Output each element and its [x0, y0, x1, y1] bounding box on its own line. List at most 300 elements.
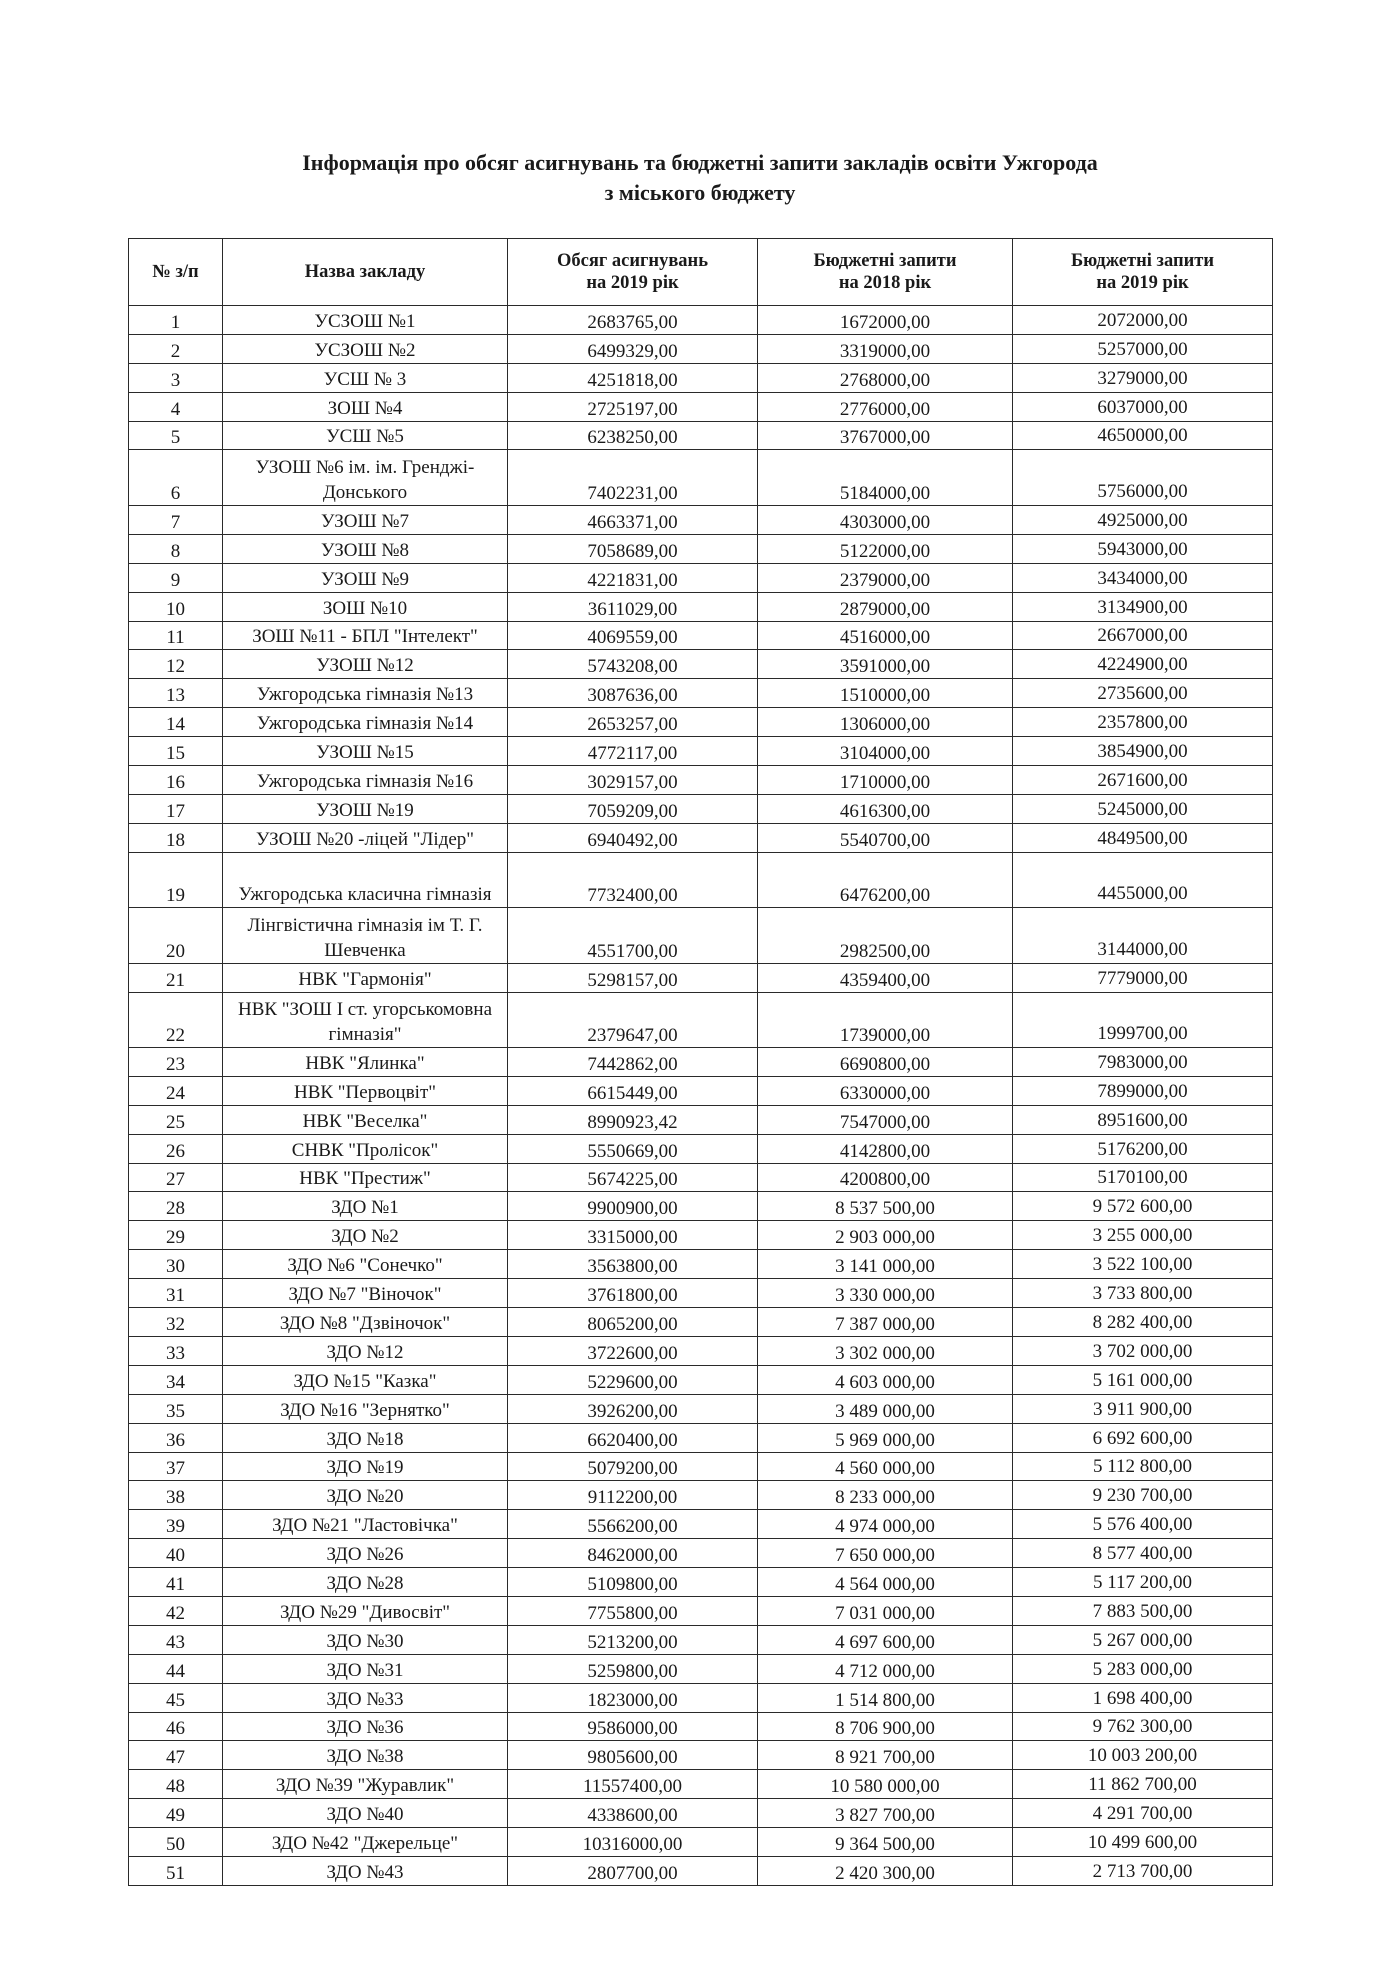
cell-institution-name: Ужгородська гімназія №13: [223, 679, 508, 708]
cell-number: 26: [129, 1134, 223, 1163]
header-alloc-2019: [508, 239, 758, 306]
cell-request-2019: 4224900,00: [1013, 650, 1273, 679]
cell-allocation-2019: 3087636,00: [508, 679, 758, 708]
cell-request-2019: 2735600,00: [1013, 679, 1273, 708]
cell-institution-name: НВК "Гармонія": [223, 963, 508, 992]
cell-allocation-2019: 7402231,00: [508, 450, 758, 506]
cell-allocation-2019: 6940492,00: [508, 823, 758, 852]
cell-allocation-2019: 8065200,00: [508, 1308, 758, 1337]
cell-institution-name: ЗДО №6 "Сонечко": [223, 1250, 508, 1279]
cell-institution-name: ЗДО №16 "Зернятко": [223, 1394, 508, 1423]
cell-request-2019: 4 291 700,00: [1013, 1799, 1273, 1828]
cell-allocation-2019: 8990923,42: [508, 1105, 758, 1134]
cell-institution-name: УСЗОШ №1: [223, 306, 508, 335]
cell-institution-name: УСШ №5: [223, 421, 508, 450]
cell-allocation-2019: 3926200,00: [508, 1394, 758, 1423]
table-row: [129, 1105, 1273, 1134]
title-line-1: Інформація про обсяг асигнувань та бюджетні запити закладів освіти Ужгорода: [302, 150, 1098, 175]
table-row: [129, 1221, 1273, 1250]
cell-institution-name: ЗДО №29 "Дивосвіт": [223, 1596, 508, 1625]
cell-number: 44: [129, 1654, 223, 1683]
cell-institution-name: ЗОШ №4: [223, 392, 508, 421]
table-row: [129, 1828, 1273, 1857]
cell-number: 43: [129, 1625, 223, 1654]
cell-institution-name: НВК "Первоцвіт": [223, 1076, 508, 1105]
cell-request-2019: 2072000,00: [1013, 306, 1273, 335]
cell-request-2019: 3 733 800,00: [1013, 1279, 1273, 1308]
cell-allocation-2019: 4251818,00: [508, 363, 758, 392]
cell-request-2019: 8 282 400,00: [1013, 1308, 1273, 1337]
cell-request-2019: 6037000,00: [1013, 392, 1273, 421]
cell-request-2018: 2879000,00: [758, 592, 1013, 621]
table-row: [129, 852, 1273, 908]
cell-number: 20: [129, 908, 223, 964]
cell-request-2018: 4616300,00: [758, 794, 1013, 823]
cell-request-2018: 3767000,00: [758, 421, 1013, 450]
cell-institution-name: УЗОШ №9: [223, 563, 508, 592]
cell-allocation-2019: 4663371,00: [508, 505, 758, 534]
cell-allocation-2019: 5743208,00: [508, 650, 758, 679]
cell-number: 2: [129, 334, 223, 363]
cell-request-2018: 4 974 000,00: [758, 1510, 1013, 1539]
table-row: [129, 908, 1273, 964]
cell-request-2019: 2 713 700,00: [1013, 1856, 1273, 1885]
cell-allocation-2019: 5109800,00: [508, 1568, 758, 1597]
cell-request-2018: 2379000,00: [758, 563, 1013, 592]
table-row: [129, 1250, 1273, 1279]
cell-request-2019: 3279000,00: [1013, 363, 1273, 392]
cell-request-2019: 9 762 300,00: [1013, 1712, 1273, 1741]
cell-number: 28: [129, 1192, 223, 1221]
cell-request-2019: 5170100,00: [1013, 1163, 1273, 1192]
cell-institution-name: НВК "ЗОШ І ст. угорськомовна гімназія": [223, 992, 508, 1048]
table-row: [129, 592, 1273, 621]
table-row: [129, 737, 1273, 766]
table-row: [129, 1134, 1273, 1163]
cell-number: 4: [129, 392, 223, 421]
cell-request-2019: 1 698 400,00: [1013, 1683, 1273, 1712]
cell-request-2018: 4200800,00: [758, 1163, 1013, 1192]
cell-allocation-2019: 4551700,00: [508, 908, 758, 964]
cell-institution-name: Ужгородська гімназія №16: [223, 765, 508, 794]
cell-allocation-2019: 2725197,00: [508, 392, 758, 421]
cell-allocation-2019: 7755800,00: [508, 1596, 758, 1625]
cell-number: 17: [129, 794, 223, 823]
cell-request-2018: 3 489 000,00: [758, 1394, 1013, 1423]
document-title: [0, 148, 1400, 208]
cell-allocation-2019: 1823000,00: [508, 1683, 758, 1712]
cell-number: 47: [129, 1741, 223, 1770]
table-row: [129, 794, 1273, 823]
cell-institution-name: НВК "Ялинка": [223, 1048, 508, 1077]
cell-request-2019: 7983000,00: [1013, 1048, 1273, 1077]
cell-request-2019: 9 230 700,00: [1013, 1481, 1273, 1510]
cell-allocation-2019: 3315000,00: [508, 1221, 758, 1250]
cell-institution-name: УЗОШ №15: [223, 737, 508, 766]
cell-request-2019: 10 003 200,00: [1013, 1741, 1273, 1770]
cell-number: 11: [129, 621, 223, 650]
cell-request-2018: 1306000,00: [758, 708, 1013, 737]
cell-number: 49: [129, 1799, 223, 1828]
table-header-row: [129, 239, 1273, 306]
cell-number: 13: [129, 679, 223, 708]
cell-request-2018: 4142800,00: [758, 1134, 1013, 1163]
table-row: [129, 992, 1273, 1048]
table-row: [129, 1596, 1273, 1625]
cell-number: 27: [129, 1163, 223, 1192]
table-row: [129, 1654, 1273, 1683]
table-row: [129, 563, 1273, 592]
cell-request-2018: 2768000,00: [758, 363, 1013, 392]
cell-request-2018: 7 031 000,00: [758, 1596, 1013, 1625]
cell-request-2019: 1999700,00: [1013, 992, 1273, 1048]
cell-number: 5: [129, 421, 223, 450]
table-row: [129, 1452, 1273, 1481]
cell-request-2018: 4 560 000,00: [758, 1452, 1013, 1481]
cell-request-2018: 5 969 000,00: [758, 1423, 1013, 1452]
cell-institution-name: УЗОШ №7: [223, 505, 508, 534]
cell-request-2019: 7779000,00: [1013, 963, 1273, 992]
cell-request-2019: 3 522 100,00: [1013, 1250, 1273, 1279]
cell-request-2019: 5 267 000,00: [1013, 1625, 1273, 1654]
cell-request-2018: 4 603 000,00: [758, 1365, 1013, 1394]
cell-number: 29: [129, 1221, 223, 1250]
cell-request-2019: 11 862 700,00: [1013, 1770, 1273, 1799]
cell-allocation-2019: 7442862,00: [508, 1048, 758, 1077]
cell-number: 51: [129, 1856, 223, 1885]
cell-allocation-2019: 5079200,00: [508, 1452, 758, 1481]
table-row: [129, 650, 1273, 679]
cell-number: 25: [129, 1105, 223, 1134]
cell-allocation-2019: 6620400,00: [508, 1423, 758, 1452]
cell-allocation-2019: 2807700,00: [508, 1856, 758, 1885]
cell-allocation-2019: 9112200,00: [508, 1481, 758, 1510]
table-row: [129, 1481, 1273, 1510]
table-row: [129, 1712, 1273, 1741]
cell-request-2018: 3 827 700,00: [758, 1799, 1013, 1828]
cell-number: 41: [129, 1568, 223, 1597]
cell-request-2018: 1672000,00: [758, 306, 1013, 335]
cell-number: 22: [129, 992, 223, 1048]
cell-request-2019: 5 112 800,00: [1013, 1452, 1273, 1481]
cell-number: 37: [129, 1452, 223, 1481]
table-row: [129, 505, 1273, 534]
cell-request-2019: 8951600,00: [1013, 1105, 1273, 1134]
cell-request-2019: 3144000,00: [1013, 908, 1273, 964]
cell-allocation-2019: 5566200,00: [508, 1510, 758, 1539]
cell-request-2019: 2667000,00: [1013, 621, 1273, 650]
cell-allocation-2019: 5674225,00: [508, 1163, 758, 1192]
cell-request-2019: 4455000,00: [1013, 852, 1273, 908]
cell-request-2018: 4 712 000,00: [758, 1654, 1013, 1683]
table-row: [129, 963, 1273, 992]
cell-allocation-2019: 3029157,00: [508, 765, 758, 794]
cell-request-2018: 8 921 700,00: [758, 1741, 1013, 1770]
cell-number: 1: [129, 306, 223, 335]
cell-request-2018: 4516000,00: [758, 621, 1013, 650]
cell-request-2019: 5943000,00: [1013, 534, 1273, 563]
cell-allocation-2019: 2379647,00: [508, 992, 758, 1048]
cell-request-2019: 3 702 000,00: [1013, 1336, 1273, 1365]
cell-institution-name: НВК "Престиж": [223, 1163, 508, 1192]
table-row: [129, 1741, 1273, 1770]
cell-request-2019: 5245000,00: [1013, 794, 1273, 823]
table-row: [129, 1163, 1273, 1192]
cell-allocation-2019: 4221831,00: [508, 563, 758, 592]
cell-allocation-2019: 5259800,00: [508, 1654, 758, 1683]
budget-table: [128, 238, 1273, 1886]
cell-allocation-2019: 5229600,00: [508, 1365, 758, 1394]
cell-allocation-2019: 3761800,00: [508, 1279, 758, 1308]
cell-allocation-2019: 9586000,00: [508, 1712, 758, 1741]
cell-number: 42: [129, 1596, 223, 1625]
cell-number: 40: [129, 1539, 223, 1568]
table-row: [129, 1279, 1273, 1308]
cell-request-2018: 4 697 600,00: [758, 1625, 1013, 1654]
cell-allocation-2019: 10316000,00: [508, 1828, 758, 1857]
cell-request-2018: 4 564 000,00: [758, 1568, 1013, 1597]
cell-allocation-2019: 3722600,00: [508, 1336, 758, 1365]
cell-request-2018: 7 650 000,00: [758, 1539, 1013, 1568]
cell-allocation-2019: 5298157,00: [508, 963, 758, 992]
cell-request-2018: 5184000,00: [758, 450, 1013, 506]
cell-request-2019: 3854900,00: [1013, 737, 1273, 766]
table-row: [129, 1048, 1273, 1077]
cell-number: 36: [129, 1423, 223, 1452]
cell-request-2019: 5257000,00: [1013, 334, 1273, 363]
cell-allocation-2019: 6238250,00: [508, 421, 758, 450]
cell-request-2019: 3434000,00: [1013, 563, 1273, 592]
table-row: [129, 679, 1273, 708]
cell-request-2018: 6476200,00: [758, 852, 1013, 908]
cell-allocation-2019: 4772117,00: [508, 737, 758, 766]
cell-request-2018: 1 514 800,00: [758, 1683, 1013, 1712]
cell-request-2018: 5122000,00: [758, 534, 1013, 563]
title-line-2: з міського бюджету: [604, 180, 796, 205]
cell-institution-name: ЗДО №7 "Віночок": [223, 1279, 508, 1308]
cell-allocation-2019: 6499329,00: [508, 334, 758, 363]
cell-number: 16: [129, 765, 223, 794]
cell-number: 31: [129, 1279, 223, 1308]
cell-allocation-2019: 9900900,00: [508, 1192, 758, 1221]
cell-number: 9: [129, 563, 223, 592]
cell-request-2019: 4925000,00: [1013, 505, 1273, 534]
header-req-2018: [758, 239, 1013, 306]
table-body: [129, 306, 1273, 1886]
table-row: [129, 450, 1273, 506]
cell-request-2018: 3 302 000,00: [758, 1336, 1013, 1365]
cell-institution-name: ЗДО №1: [223, 1192, 508, 1221]
table-row: [129, 1336, 1273, 1365]
header-alloc-2019-line1: Обсяг асигнувань: [557, 251, 708, 271]
cell-request-2018: 8 706 900,00: [758, 1712, 1013, 1741]
cell-number: 33: [129, 1336, 223, 1365]
table-row: [129, 708, 1273, 737]
cell-institution-name: УЗОШ №19: [223, 794, 508, 823]
cell-number: 8: [129, 534, 223, 563]
cell-institution-name: СНВК "Пролісок": [223, 1134, 508, 1163]
cell-request-2018: 6690800,00: [758, 1048, 1013, 1077]
cell-institution-name: ЗОШ №11 - БПЛ "Інтелект": [223, 621, 508, 650]
cell-institution-name: ЗДО №28: [223, 1568, 508, 1597]
cell-allocation-2019: 7732400,00: [508, 852, 758, 908]
table-row: [129, 534, 1273, 563]
cell-allocation-2019: 4069559,00: [508, 621, 758, 650]
cell-institution-name: Лінгвістична гімназія ім Т. Г. Шевченка: [223, 908, 508, 964]
cell-number: 39: [129, 1510, 223, 1539]
cell-request-2019: 5 117 200,00: [1013, 1568, 1273, 1597]
table-row: [129, 421, 1273, 450]
cell-institution-name: УЗОШ №6 ім. ім. Гренджі-Донського: [223, 450, 508, 506]
cell-request-2019: 3 255 000,00: [1013, 1221, 1273, 1250]
cell-allocation-2019: 7059209,00: [508, 794, 758, 823]
cell-allocation-2019: 5213200,00: [508, 1625, 758, 1654]
cell-request-2018: 2 903 000,00: [758, 1221, 1013, 1250]
cell-allocation-2019: 3563800,00: [508, 1250, 758, 1279]
cell-institution-name: ЗДО №2: [223, 1221, 508, 1250]
cell-institution-name: ЗДО №33: [223, 1683, 508, 1712]
cell-number: 32: [129, 1308, 223, 1337]
cell-request-2018: 1510000,00: [758, 679, 1013, 708]
table-row: [129, 1799, 1273, 1828]
table-row: [129, 1394, 1273, 1423]
cell-institution-name: ЗДО №20: [223, 1481, 508, 1510]
table-row: [129, 1625, 1273, 1654]
cell-institution-name: ЗДО №39 "Журавлик": [223, 1770, 508, 1799]
cell-request-2018: 1739000,00: [758, 992, 1013, 1048]
cell-institution-name: ЗДО №19: [223, 1452, 508, 1481]
cell-request-2019: 2357800,00: [1013, 708, 1273, 737]
cell-institution-name: ЗДО №21 "Ластовічка": [223, 1510, 508, 1539]
table-row: [129, 1423, 1273, 1452]
table-row: [129, 1076, 1273, 1105]
cell-institution-name: ЗДО №26: [223, 1539, 508, 1568]
cell-request-2019: 6 692 600,00: [1013, 1423, 1273, 1452]
cell-request-2019: 7899000,00: [1013, 1076, 1273, 1105]
cell-institution-name: ЗДО №31: [223, 1654, 508, 1683]
cell-institution-name: Ужгородська класична гімназія: [223, 852, 508, 908]
cell-institution-name: УЗОШ №12: [223, 650, 508, 679]
header-req-2018-line2: на 2018 рік: [838, 273, 932, 293]
cell-allocation-2019: 3611029,00: [508, 592, 758, 621]
table-row: [129, 1770, 1273, 1799]
cell-institution-name: ЗОШ №10: [223, 592, 508, 621]
cell-institution-name: УСЗОШ №2: [223, 334, 508, 363]
cell-request-2019: 3 911 900,00: [1013, 1394, 1273, 1423]
cell-institution-name: ЗДО №18: [223, 1423, 508, 1452]
cell-request-2018: 2982500,00: [758, 908, 1013, 964]
table-row: [129, 823, 1273, 852]
cell-institution-name: УЗОШ №8: [223, 534, 508, 563]
cell-institution-name: ЗДО №36: [223, 1712, 508, 1741]
cell-allocation-2019: 4338600,00: [508, 1799, 758, 1828]
cell-institution-name: ЗДО №40: [223, 1799, 508, 1828]
table-row: [129, 1683, 1273, 1712]
table-row: [129, 392, 1273, 421]
table-row: [129, 334, 1273, 363]
table-row: [129, 1510, 1273, 1539]
cell-request-2018: 6330000,00: [758, 1076, 1013, 1105]
cell-request-2018: 7547000,00: [758, 1105, 1013, 1134]
cell-request-2018: 8 537 500,00: [758, 1192, 1013, 1221]
cell-number: 12: [129, 650, 223, 679]
cell-number: 38: [129, 1481, 223, 1510]
cell-request-2018: 4303000,00: [758, 505, 1013, 534]
cell-allocation-2019: 11557400,00: [508, 1770, 758, 1799]
cell-number: 15: [129, 737, 223, 766]
cell-request-2019: 10 499 600,00: [1013, 1828, 1273, 1857]
cell-allocation-2019: 2653257,00: [508, 708, 758, 737]
cell-request-2018: 2 420 300,00: [758, 1856, 1013, 1885]
cell-number: 14: [129, 708, 223, 737]
cell-request-2018: 3319000,00: [758, 334, 1013, 363]
cell-request-2018: 4359400,00: [758, 963, 1013, 992]
cell-number: 50: [129, 1828, 223, 1857]
cell-number: 10: [129, 592, 223, 621]
cell-number: 23: [129, 1048, 223, 1077]
table-row: [129, 1308, 1273, 1337]
cell-request-2019: 4650000,00: [1013, 421, 1273, 450]
cell-allocation-2019: 2683765,00: [508, 306, 758, 335]
cell-request-2018: 3 141 000,00: [758, 1250, 1013, 1279]
cell-request-2018: 8 233 000,00: [758, 1481, 1013, 1510]
cell-allocation-2019: 6615449,00: [508, 1076, 758, 1105]
cell-institution-name: УСШ № 3: [223, 363, 508, 392]
cell-institution-name: ЗДО №30: [223, 1625, 508, 1654]
cell-number: 34: [129, 1365, 223, 1394]
cell-request-2019: 5756000,00: [1013, 450, 1273, 506]
header-alloc-2019-line2: на 2019 рік: [586, 273, 679, 293]
cell-request-2019: 5 283 000,00: [1013, 1654, 1273, 1683]
table-row: [129, 621, 1273, 650]
table-row: [129, 1192, 1273, 1221]
cell-number: 48: [129, 1770, 223, 1799]
cell-number: 30: [129, 1250, 223, 1279]
cell-institution-name: ЗДО №15 "Казка": [223, 1365, 508, 1394]
cell-institution-name: Ужгородська гімназія №14: [223, 708, 508, 737]
cell-number: 45: [129, 1683, 223, 1712]
cell-request-2019: 5176200,00: [1013, 1134, 1273, 1163]
header-num: № з/п: [129, 239, 223, 306]
cell-allocation-2019: 9805600,00: [508, 1741, 758, 1770]
header-name: Назва закладу: [223, 239, 508, 306]
cell-number: 19: [129, 852, 223, 908]
cell-institution-name: ЗДО №12: [223, 1336, 508, 1365]
cell-request-2019: 5 576 400,00: [1013, 1510, 1273, 1539]
cell-number: 21: [129, 963, 223, 992]
cell-institution-name: ЗДО №8 "Дзвіночок": [223, 1308, 508, 1337]
cell-allocation-2019: 7058689,00: [508, 534, 758, 563]
table-row: [129, 1856, 1273, 1885]
cell-request-2018: 5540700,00: [758, 823, 1013, 852]
cell-request-2018: 9 364 500,00: [758, 1828, 1013, 1857]
table-row: [129, 1365, 1273, 1394]
cell-number: 18: [129, 823, 223, 852]
header-req-2018-line1: Бюджетні запити: [813, 251, 957, 271]
cell-request-2018: 3 330 000,00: [758, 1279, 1013, 1308]
cell-request-2018: 7 387 000,00: [758, 1308, 1013, 1337]
cell-request-2019: 2671600,00: [1013, 765, 1273, 794]
cell-number: 35: [129, 1394, 223, 1423]
cell-number: 6: [129, 450, 223, 506]
cell-request-2019: 9 572 600,00: [1013, 1192, 1273, 1221]
header-req-2019-line2: на 2019 рік: [1096, 273, 1189, 293]
cell-number: 24: [129, 1076, 223, 1105]
cell-request-2019: 5 161 000,00: [1013, 1365, 1273, 1394]
cell-institution-name: ЗДО №38: [223, 1741, 508, 1770]
cell-request-2018: 3591000,00: [758, 650, 1013, 679]
cell-request-2019: 4849500,00: [1013, 823, 1273, 852]
